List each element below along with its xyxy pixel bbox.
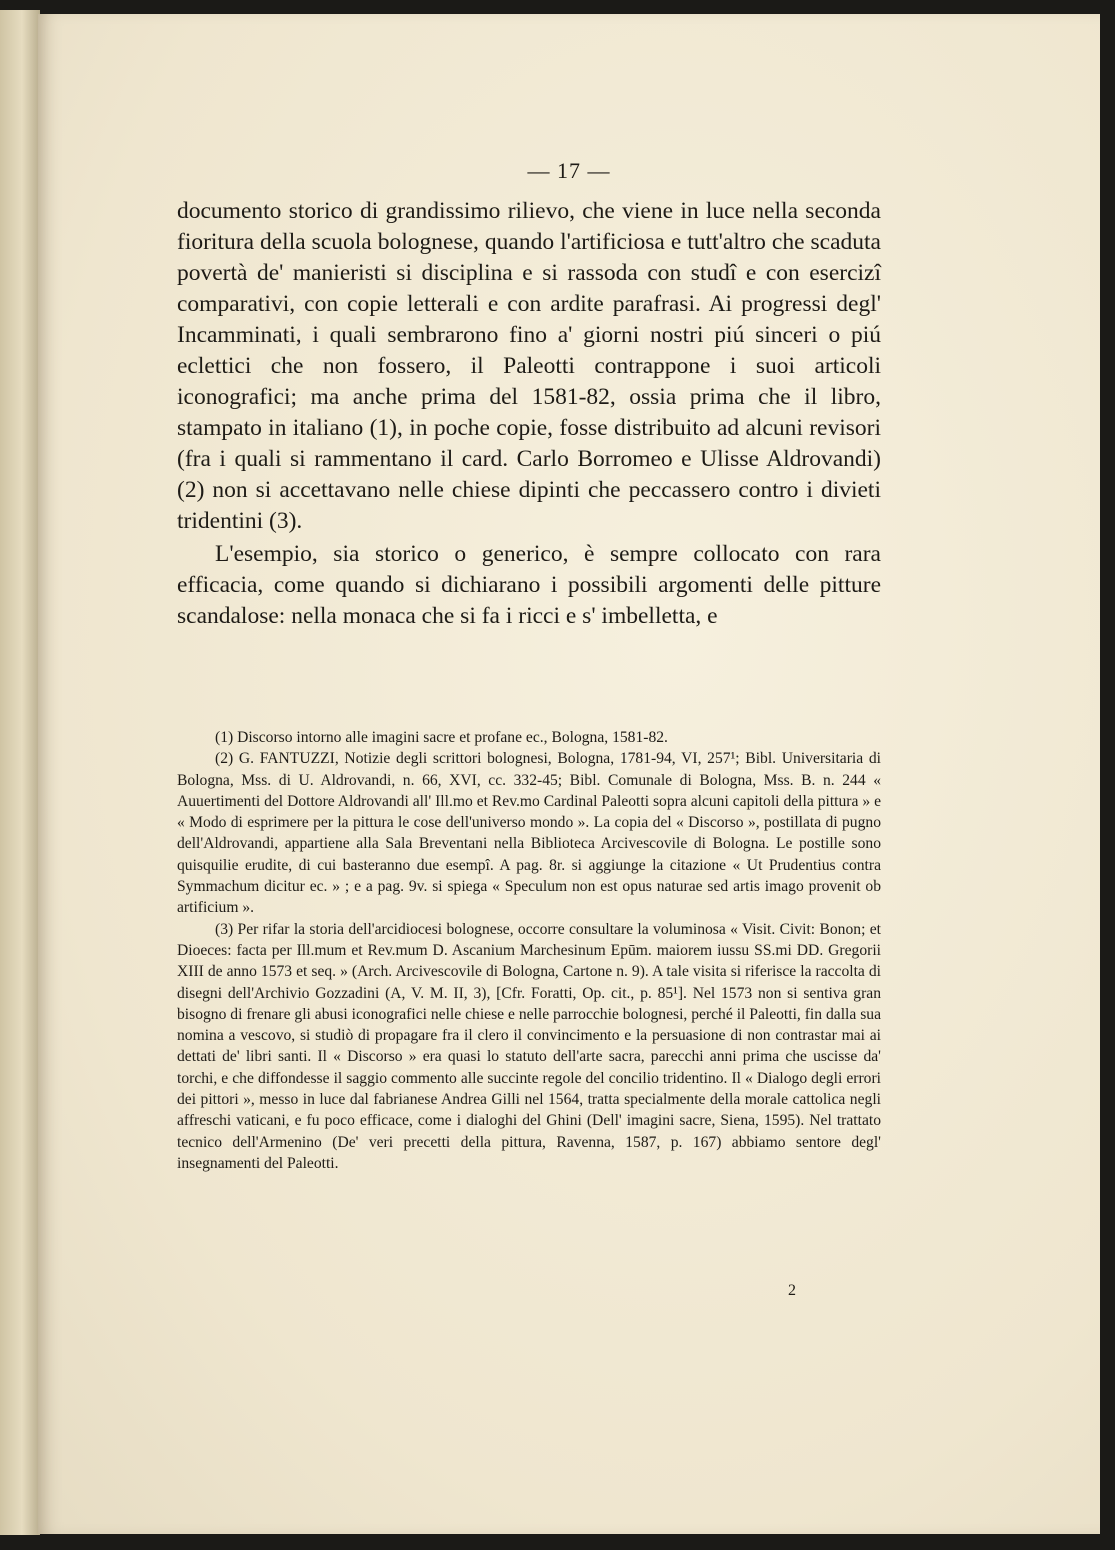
body-paragraph-1: documento storico di grandissimo rilievo, che viene in luce nella seconda fioritura della scuola bolognese, quando l'artificiosa e tutt'altro che scaduta povertà de' manieristi si disciplina e si rassoda con studî e con esercizî comparativi, con copie letterali e con ardite parafrasi. Ai progressi degl' Incamminati, i quali sembrarono fino a' giorni nostri piú sinceri o piú eclettici che non fossero, il Paleotti contrappone i suoi articoli iconografici; ma anche prima del 1581-82, ossia prima che il libro, stampato in italiano (1), in poche copie, fosse distribuito ad alcuni revisori (fra i quali si rammentano il card. Carlo Borromeo e Ulisse Aldrovandi) (2) non si accettavano nelle chiese dipinti che peccassero contro i divieti tridentini (3). — [177, 198, 881, 534]
page-number: — 17 — — [527, 158, 611, 183]
footnote-3: (3) Per rifar la storia dell'arcidiocesi bolognese, occorre consultare la voluminosa « Visit. Civit: Bonon; et Dioeces: facta per Ill.mum et Rev.mum D. Ascanium Marchesinum Epūm. maiorem iussu SS.mi DD. Gregorii XIII de anno 1573 et seq. » (Arch. Arcivescovile di Bologna, Cartone n. 9). A tale visita si riferisce la raccolta di disegni dell'Archivio Gozzadini (A, V. M. II, 3), [Cfr. Foratti, Op. cit., p. 85¹]. Nel 1573 non si sentiva gran bisogno di frenare gli abusi iconografici nelle chiese e nelle parrocchie bolognesi, perché il Paleotti, fin dalla sua nomina a vescovo, si studiò di propagare fra il clero il convincimento e la persuasione di non contrastar mai ai dettati de' libri santi. Il « Discorso » era quasi lo statuto dell'arte sacra, parecchi anni prima che uscisse da' torchi, e che diffondesse il saggio commento alle succinte regole del concilio tridentino. Il « Dialogo degli errori dei pittori », messo in luce dal fabrianese Andrea Gilli nel 1564, tratta specialmente della morale cattolica negli affreschi vaticani, e fu poco efficace, come i dialoghi del Ghini (Dell' imagini sacre, Siena, 1595). Nel trattato tecnico dell'Armenino (De' veri precetti della pittura, Ravenna, 1587, p. 167) abbiamo sentore degl' insegnamenti del Paleotti. — [177, 920, 881, 1172]
footnotes — [177, 727, 881, 1174]
signature-mark: 2 — [788, 1282, 796, 1299]
book-page — [38, 14, 1100, 1534]
body-paragraph-2: L'esempio, sia storico o generico, è sempre collocato con rara efficacia, come quando si dichiarano i possibili argomenti delle pitture scandalose: nella monaca che si fa i ricci e s' imbelletta, e — [177, 541, 881, 629]
previous-page-edge — [0, 10, 40, 1535]
footnote-1: (1) Discorso intorno alle imagini sacre et profane ec., Bologna, 1581-82. — [215, 729, 668, 746]
main-text — [177, 196, 881, 632]
footnote-2: (2) G. FANTUZZI, Notizie degli scrittori bolognesi, Bologna, 1781-94, VI, 257¹; Bibl. Universitaria di Bologna, Mss. di U. Aldrovandi, n. 66, XVI, cc. 332-45; Bibl. Comunale di Bologna, Mss. B. n. 244 « Auuertimenti del Dottore Aldrovandi all' Ill.mo et Rev.mo Cardinal Paleotti sopra alcuni capitoli della pittura » e « Modo di esprimere per la pittura le cose dell'universo mondo ». La copia del « Discorso », postillata di pugno dell'Aldrovandi, appartiene alla Sala Breventani nella Biblioteca Arcivescovile di Bologna. Le postille sono quisquilie erudite, di cui basteranno due esempî. A pag. 8r. si aggiunge la citazione « Ut Prudentius contra Symmachum dicitur ec. » ; e a pag. 9v. si spiega « Speculum non est opus naturae sed artis imago provenit ob artificium ». — [177, 750, 881, 917]
